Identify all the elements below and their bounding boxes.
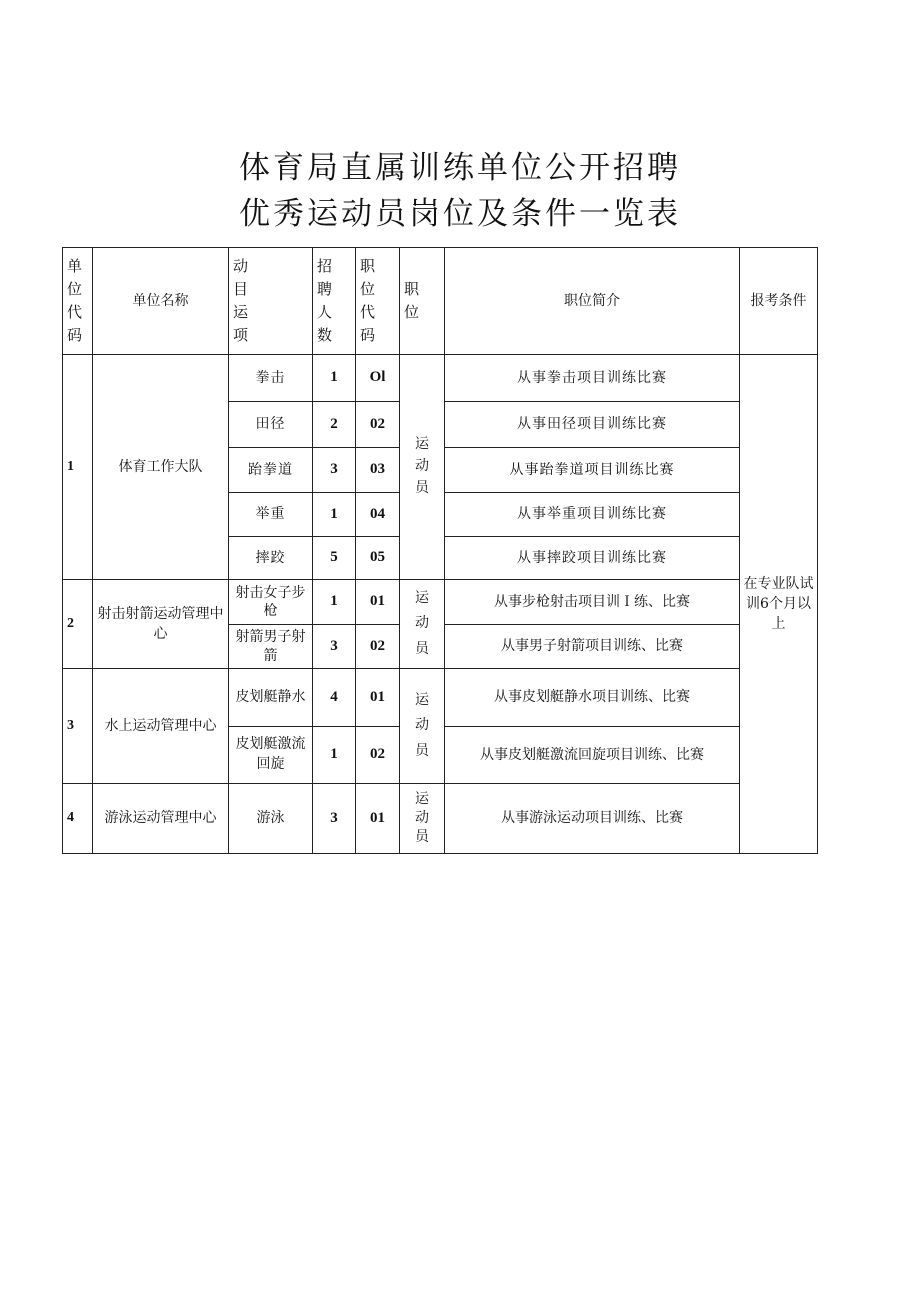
hire-count-cell: 1 xyxy=(313,493,356,537)
position-desc-cell: 从事步枪射击项目训Ｉ练、比赛 xyxy=(445,580,740,625)
sport-cell: 摔跤 xyxy=(229,537,313,580)
sport-cell: 皮划艇静水 xyxy=(229,669,313,727)
header-hire-count: 招聘人数 xyxy=(313,248,356,355)
requirements-cell: 在专业队试训6个月以上 xyxy=(740,355,818,854)
hire-count-cell: 2 xyxy=(313,402,356,448)
hire-count-cell: 3 xyxy=(313,784,356,854)
header-requirements: 报考条件 xyxy=(740,248,818,355)
header-sport: 动目运项 xyxy=(229,248,313,355)
table-row xyxy=(63,669,818,727)
position-code-cell: 02 xyxy=(356,402,400,448)
sport-cell: 田径 xyxy=(229,402,313,448)
position-cell: 运动员 xyxy=(400,580,445,669)
table-row xyxy=(63,784,818,854)
header-position-desc: 职位简介 xyxy=(445,248,740,355)
position-cell: 运动员 xyxy=(400,355,445,580)
position-code-cell: 03 xyxy=(356,448,400,493)
position-desc-cell: 从事拳击项目训练比赛 xyxy=(445,355,740,402)
hire-count-cell: 5 xyxy=(313,537,356,580)
table-row xyxy=(63,580,818,625)
header-position: 职位 xyxy=(400,248,445,355)
page-title-line-1: 体育局直属训练单位公开招聘 xyxy=(239,150,681,186)
unit-name: 游泳运动管理中心 xyxy=(93,784,229,854)
position-code-cell: 02 xyxy=(356,727,400,784)
position-desc-cell: 从事摔跤项目训练比赛 xyxy=(445,537,740,580)
position-code-cell: 02 xyxy=(356,625,400,669)
position-code-cell: Ol xyxy=(356,355,400,402)
positions-table xyxy=(62,247,818,854)
hire-count-cell: 3 xyxy=(313,625,356,669)
position-desc-cell: 从事游泳运动项目训练、比赛 xyxy=(445,784,740,854)
position-code-cell: 01 xyxy=(356,669,400,727)
hire-count-cell: 4 xyxy=(313,669,356,727)
hire-count-cell: 1 xyxy=(313,727,356,784)
header-unit-code: 单位代码 xyxy=(63,248,93,355)
table-header-row xyxy=(63,248,818,355)
position-desc-cell: 从事举重项目训练比赛 xyxy=(445,493,740,537)
hire-count-cell: 1 xyxy=(313,355,356,402)
sport-cell: 拳击 xyxy=(229,355,313,402)
unit-code: 3 xyxy=(63,669,93,784)
sport-cell: 跆拳道 xyxy=(229,448,313,493)
position-desc-cell: 从事皮划艇静水项目训练、比赛 xyxy=(445,669,740,727)
sport-cell: 射箭男子射箭 xyxy=(229,625,313,669)
sport-cell: 皮划艇激流回旋 xyxy=(229,727,313,784)
unit-code: 1 xyxy=(63,355,93,580)
sport-cell: 游泳 xyxy=(229,784,313,854)
position-desc-cell: 从事皮划艇激流回旋项目训练、比赛 xyxy=(445,727,740,784)
sport-cell: 射击女子步枪 xyxy=(229,580,313,625)
position-cell: 运动员 xyxy=(400,784,445,854)
position-desc-cell: 从事男子射箭项目训练、比赛 xyxy=(445,625,740,669)
position-code-cell: 05 xyxy=(356,537,400,580)
position-code-cell: 04 xyxy=(356,493,400,537)
unit-name: 体育工作大队 xyxy=(93,355,229,580)
position-desc-cell: 从事田径项目训练比赛 xyxy=(445,402,740,448)
page-title-line-2: 优秀运动员岗位及条件一览表 xyxy=(239,196,681,232)
unit-name: 水上运动管理中心 xyxy=(93,669,229,784)
hire-count-cell: 1 xyxy=(313,580,356,625)
unit-name: 射击射箭运动管理中心 xyxy=(93,580,229,669)
position-desc-cell: 从事跆拳道项目训练比赛 xyxy=(445,448,740,493)
hire-count-cell: 3 xyxy=(313,448,356,493)
position-cell: 运动员 xyxy=(400,669,445,784)
unit-code: 4 xyxy=(63,784,93,854)
header-unit-name: 单位名称 xyxy=(93,248,229,355)
table-row xyxy=(63,355,818,402)
position-code-cell: 01 xyxy=(356,580,400,625)
position-code-cell: 01 xyxy=(356,784,400,854)
unit-code: 2 xyxy=(63,580,93,669)
header-position-code: 职位代码 xyxy=(356,248,400,355)
sport-cell: 举重 xyxy=(229,493,313,537)
